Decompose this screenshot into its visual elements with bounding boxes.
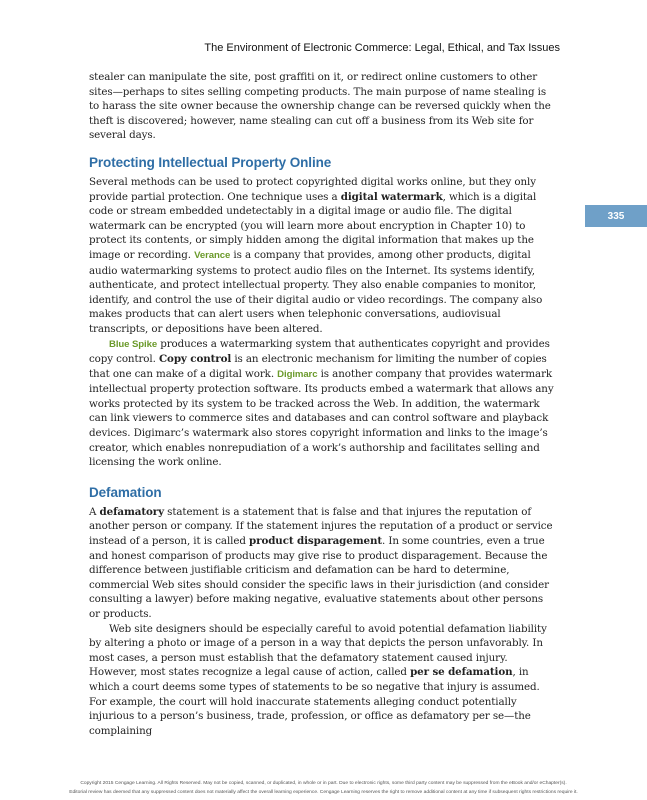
copyright-line-1: Copyright 2015 Cengage Learning. All Rights Reserved. May not be copied, scanned, or duplicated, in whole or in part. Due to electronic rights, some third party content may be suppressed from the eBook and/or eChapter(s). (80, 781, 567, 786)
text-span: Web site designers should be especially careful to avoid potential defamation liability by altering a photo or image of a person in a way that depicts the person unfavorably. In most cases, a person must establish that the defamatory statement caused injury. However, most states recognize a legal cause of action, called (89, 622, 547, 679)
term-defamatory: defamatory (99, 505, 164, 518)
link-digimarc[interactable]: Digimarc (277, 368, 318, 380)
term-digital-watermark: digital watermark (340, 190, 443, 203)
text-span: produces a watermarking system that authenticates copyright and provides copy control. (89, 337, 550, 366)
paragraph-blue-spike (89, 337, 557, 470)
text-span: is an electronic mechanism for limiting the number of copies that one can make of a digital work. (89, 353, 547, 380)
paragraph-watermark (89, 175, 557, 337)
copyright-line-2: Editorial review has deemed that any suppressed content does not materially affect the overall learning experience. Cengage Learning reserves the right to remove additional content at any time if subsequent rights restrictions require it. (69, 790, 578, 795)
text-span: . In some countries, even a true and honest comparison of products may give rise to product disparagement. Because the difference between justifiable criticism and defamation can be hard to determine, commercial Web sites should consider the specific laws in their jurisdiction (and consider consulting a lawyer) before making negative, evaluative statements about other persons or products. (89, 535, 549, 620)
text-span: , which is a digital code or stream embedded undetectably in a digital image or audio file. The digital watermark can be encrypted (you will learn more about encryption in Chapter 10) to protect its contents, or simply hidden among the digital information that makes up the image or recording. (89, 190, 537, 261)
text-span: A (89, 505, 100, 518)
copyright-footer (0, 779, 647, 797)
paragraph-web-designers (89, 622, 557, 739)
main-content (89, 70, 557, 738)
text-span: statement is a statement that is false and that injures the reputation of another person or company. If the statement injures the reputation of a product or service instead of a person, it is called (89, 505, 553, 548)
text-span: Several methods can be used to protect copyrighted digital works online, but they only provide partial protection. One technique uses a (89, 175, 536, 203)
term-product-disparagement: product disparagement (249, 535, 383, 548)
text-span: is another company that provides watermark intellectual property protection software. Its products embed a watermark that allows any works protected by its system to be tracked across the Web. In addition, the watermark can link viewers to commerce sites and databases and can control software and playback devices. Digimarc’s watermark also stores copyright information and links to the image’s creator, which enables nonrepudiation of a work’s authorship and facilitates selling and licensing the work online. (89, 367, 554, 469)
term-copy-control: Copy control (158, 353, 232, 366)
intro-paragraph: stealer can manipulate the site, post graffiti on it, or redirect online customers to other sites—perhaps to sites selling competing products. The main purpose of name stealing is to harass the site owner because the ownership change can be reversed quickly when the theft is discovered; however, name stealing can cut off a business from its Web site for several days. (89, 71, 551, 142)
term-per-se-defamation: per se defamation (410, 666, 513, 679)
link-blue-spike[interactable]: Blue Spike (109, 338, 158, 350)
text-span: is a company that provides, among other products, digital audio watermarking systems to protect audio files on the Internet. Its systems identify, authenticate, and protect intellectual property. They also enable companies to monitor, identify, and control the use of their digital audio or video recordings. The company also makes products that can alert users when telephonic conversations, audiovisual transcripts, or depositions have been altered. (89, 248, 543, 335)
section-heading-protecting-ip: Protecting Intellectual Property Online (89, 154, 332, 170)
link-verance[interactable]: Verance (194, 249, 231, 261)
page-number-tab: 335 (585, 205, 647, 227)
running-head: The Environment of Electronic Commerce: Legal, Ethical, and Tax Issues (204, 42, 560, 54)
section-heading-defamation: Defamation (89, 484, 162, 500)
text-span: , in which a court deems some types of statements to be so negative that injury is assumed. For example, the court will hold inaccurate statements alleging conduct potentially injurious to a person’s business, trade, profession, or office as defamatory per se—the complaining (89, 666, 540, 737)
paragraph-defamatory (89, 505, 557, 622)
